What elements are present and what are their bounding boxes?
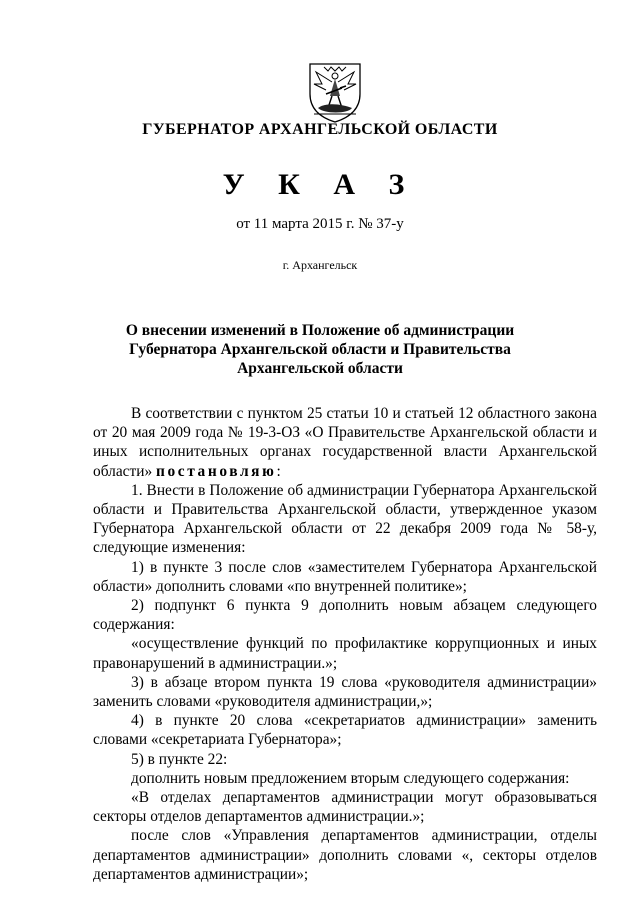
body-paragraph: 1) в пункте 3 после слов «заместителем Губернатора Архангельской области» дополнить словами «по внутренней политике»; [93,558,597,595]
intro-text: В соответствии с пунктом 25 статьи 10 и статьей 12 областного закона от 20 мая 2009 года № 19-3-ОЗ «О Правительстве Архангельской области и иных исполнительных органах государственной власти Архангельской области» [93,405,597,480]
decree-colon: : [276,462,281,480]
heading-line: О внесении изменений в Положение об администрации [125,322,515,339]
body-paragraph: после слов «Управления департаментов администрации, отделы департаментов администрации» дополнить словами «, секторы отделов департаментов администрации»; [93,827,597,883]
body-paragraph: 5) в пункте 22: [131,750,228,768]
document-heading [100,321,540,378]
intro-paragraph [93,404,597,481]
decree-word: постановляю [156,462,277,480]
document-type-title: У К А З [222,168,418,201]
heading-line: Губернатора Архангельской области и Правительства [129,341,511,358]
body-paragraph: 3) в абзаце втором пункта 19 слова «руководителя администрации» заменить словами «руководителя администрации,»; [93,673,597,711]
heading-line: Архангельской области [237,360,403,377]
document-body [93,404,597,884]
body-paragraph: 4) в пункте 20 слова «секретариатов администрации» заменить словами «секретариата Губернатора»; [93,712,597,749]
coat-of-arms-emblem [302,58,368,124]
body-paragraph: «В отделах департаментов администрации могут образовываться секторы отделов департаментов администрации.»; [93,789,597,826]
body-paragraph: дополнить новым предложением вторым следующего содержания: [131,769,570,787]
document-date-number: от 11 марта 2015 г. № 37-у [236,216,404,232]
body-paragraph: «осуществление функций по профилактике коррупционных и иных правонарушений в администрации.»; [93,635,597,672]
document-city: г. Архангельск [282,258,358,272]
body-paragraph: 2) подпункт 6 пункта 9 дополнить новым абзацем следующего содержания: [93,597,597,634]
body-paragraph: 1. Внести в Положение об администрации Губернатора Архангельской области и Правительства Архангельской области, утвержденное указом Губернатора Архангельской области от 22 декабря 2009 года № 58-у, следующие изменения: [93,481,597,557]
issuer-title: ГУБЕРНАТОР АРХАНГЕЛЬСКОЙ ОБЛАСТИ [142,121,498,138]
